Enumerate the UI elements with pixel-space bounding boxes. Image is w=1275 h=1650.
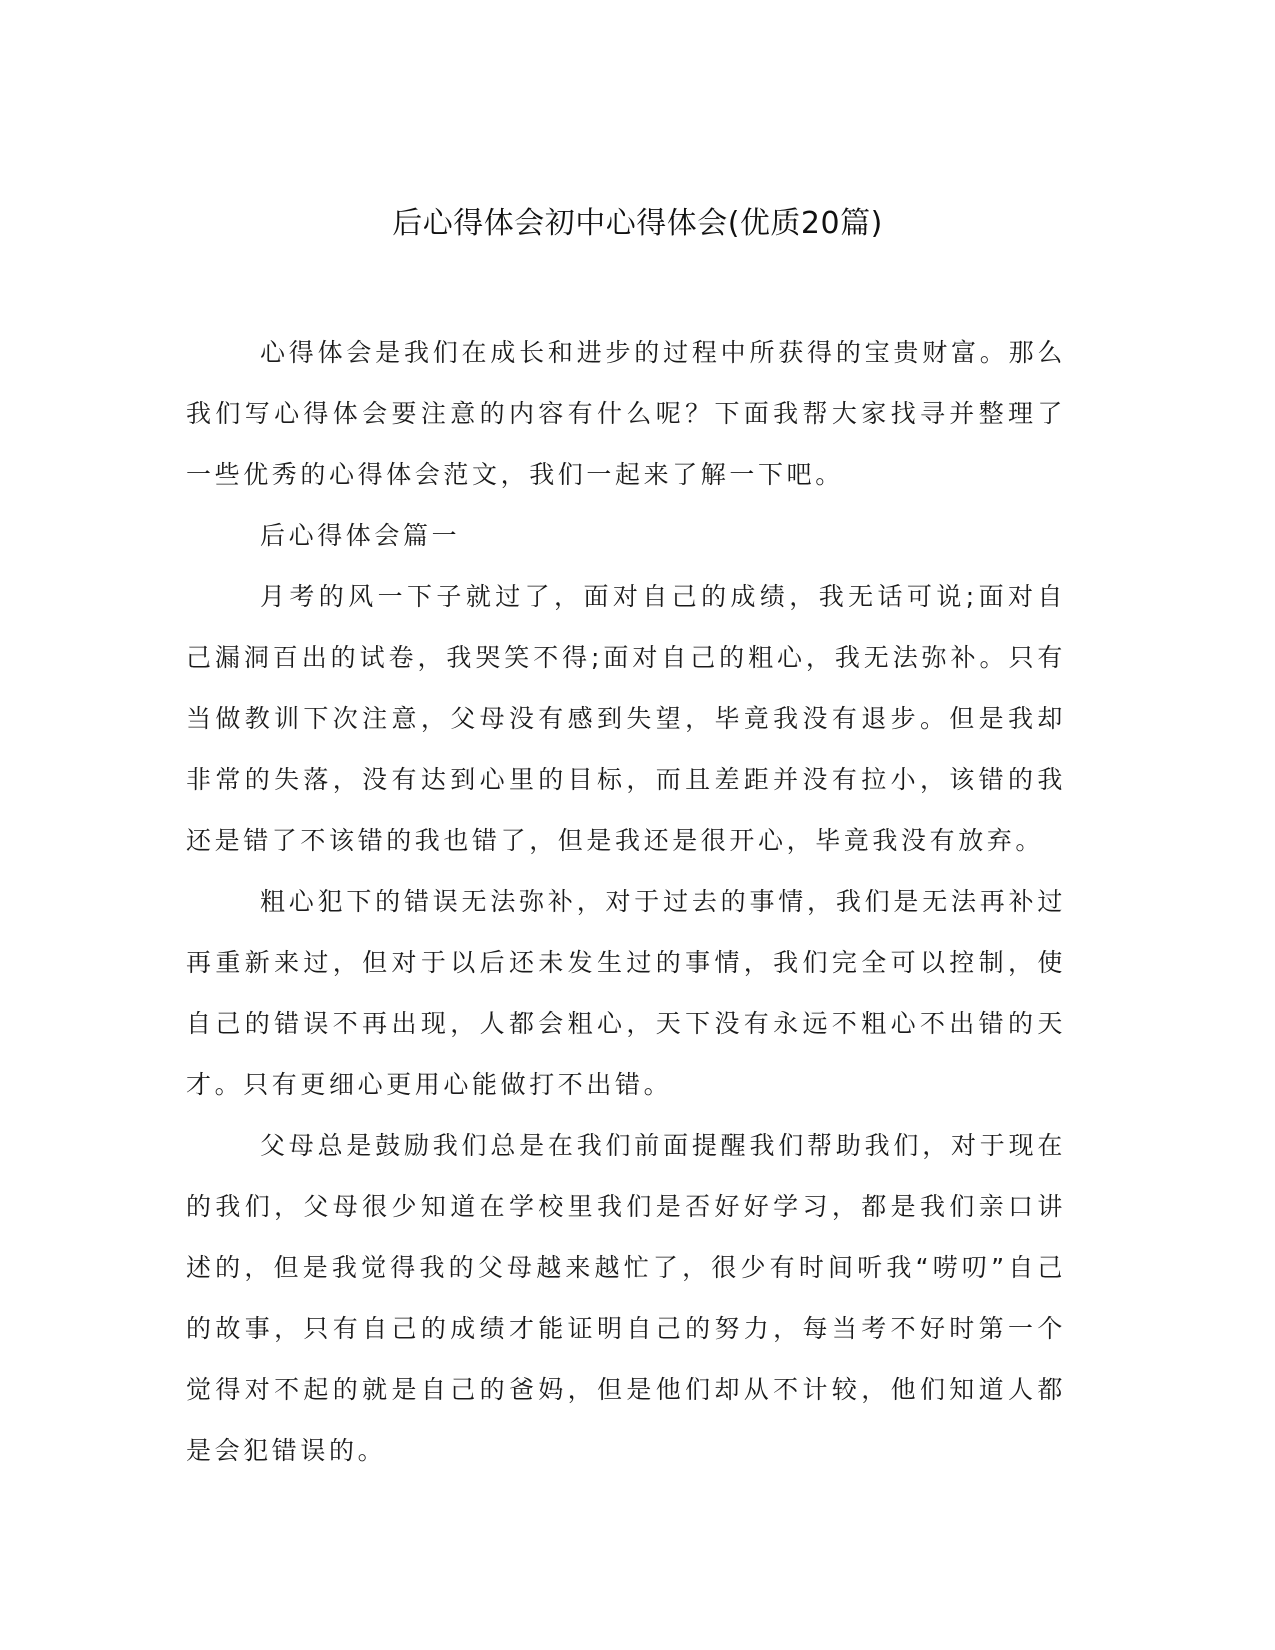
section-heading: 后心得体会篇一 [260,521,461,550]
paragraph-3: 父母总是鼓励我们总是在我们前面提醒我们帮助我们，对于现在的我们，父母很少知道在学校里我们是否好好学习，都是我们亲口讲述的，但是我觉得我的父母越来越忙了，很少有时间听我“唠叨”自己的故事，只有自己的成绩才能证明自己的努力，每当考不好时第一个觉得对不起的就是自己的爸妈，但是他们却从不计较，他们知道人都是会犯错误的。 [186,1131,1066,1465]
document-body [186,322,1066,1481]
document-title: 后心得体会初中心得体会(优质20篇) [392,206,883,241]
paragraph-intro: 心得体会是我们在成长和进步的过程中所获得的宝贵财富。那么我们写心得体会要注意的内容有什么呢？下面我帮大家找寻并整理了一些优秀的心得体会范文，我们一起来了解一下吧。 [186,338,1066,489]
paragraph-1: 月考的风一下子就过了，面对自己的成绩，我无话可说;面对自己漏洞百出的试卷，我哭笑不得;面对自己的粗心，我无法弥补。只有当做教训下次注意，父母没有感到失望，毕竟我没有退步。但是我却非常的失落，没有达到心里的目标，而且差距并没有拉小，该错的我还是错了不该错的我也错了，但是我还是很开心，毕竟我没有放弃。 [186,582,1066,855]
paragraph-2: 粗心犯下的错误无法弥补，对于过去的事情，我们是无法再补过再重新来过，但对于以后还未发生过的事情，我们完全可以控制，使自己的错误不再出现，人都会粗心，天下没有永远不粗心不出错的天才。只有更细心更用心能做打不出错。 [186,887,1066,1099]
